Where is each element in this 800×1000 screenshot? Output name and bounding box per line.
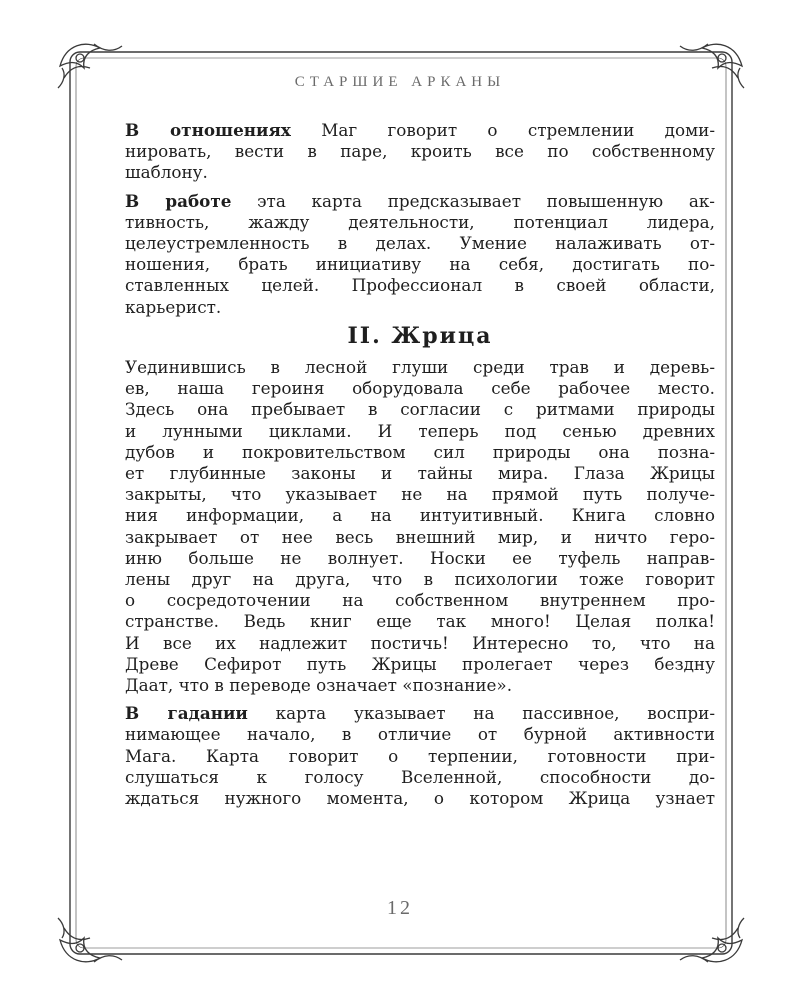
paragraph-priestess-description bbox=[125, 357, 715, 696]
text-line: ношения, брать инициативу на себя, достигать по- bbox=[125, 254, 715, 275]
paragraph-lead: В работе bbox=[125, 190, 232, 211]
section-heading: II. Жрица bbox=[347, 322, 493, 349]
text-line: закрыты, что указывает не на прямой путь получе- bbox=[125, 484, 715, 505]
text-line: Древе Сефирот путь Жрицы пролегает через бездну bbox=[125, 653, 715, 674]
text-line: ждаться нужного момента, о котором Жрица узнает bbox=[125, 788, 715, 809]
text-line: И все их надлежит постичь! Интересно то, что на bbox=[125, 632, 715, 653]
text-line: Уединившись в лесной глуши среди трав и деревь- bbox=[125, 357, 715, 378]
text-line: Даат, что в переводе означает «познание». bbox=[125, 675, 513, 696]
text-line: странстве. Ведь книг еще так много! Целая полка! bbox=[125, 611, 715, 632]
text-line: тивность, жажду деятельности, потенциал лидера, bbox=[125, 211, 715, 232]
page-number: 12 bbox=[387, 897, 413, 919]
text-line: Маг говорит о стремлении доми- bbox=[290, 120, 716, 140]
text-line: шаблону. bbox=[125, 162, 208, 183]
text-line: ев, наша героиня оборудовала себе рабочее место. bbox=[125, 378, 715, 399]
text-line: лены друг на друга, что в психологии тоже говорит bbox=[125, 569, 715, 590]
text-line: дубов и покровительством сил природы она позна- bbox=[125, 441, 715, 462]
text-line: карта указывает на пассивное, воспри- bbox=[247, 703, 715, 724]
text-line: Мага. Карта говорит о терпении, готовности при- bbox=[125, 745, 715, 766]
text-line: иню больше не волнует. Носки ее туфель направ- bbox=[125, 547, 715, 568]
paragraph-lead: В отношениях bbox=[125, 120, 291, 140]
text-line: Здесь она пребывает в согласии с ритмами природы bbox=[125, 399, 715, 420]
text-line: слушаться к голосу Вселенной, способности до- bbox=[125, 766, 715, 787]
running-head: СТАРШИЕ АРКАНЫ bbox=[294, 74, 506, 90]
paragraph-relationships bbox=[125, 120, 715, 184]
text-line: целеустремленность в делах. Умение налаживать от- bbox=[125, 233, 715, 254]
paragraph-lead: В гадании bbox=[125, 703, 248, 724]
text-line: нимающее начало, в отличие от бурной активности bbox=[125, 724, 715, 745]
text-line: ставленных целей. Профессионал в своей области, bbox=[125, 275, 715, 296]
text-line: и лунными циклами. И теперь под сенью древних bbox=[125, 420, 715, 441]
text-line: ет глубинные законы и тайны мира. Глаза Жрицы bbox=[125, 463, 715, 484]
page-body bbox=[125, 120, 715, 816]
text-line: о сосредоточении на собственном внутреннем про- bbox=[125, 590, 715, 611]
text-line: закрывает от нее весь внешний мир, и ничто геро- bbox=[125, 526, 715, 547]
text-line: эта карта предсказывает повышенную ак- bbox=[231, 190, 715, 211]
text-line: нировать, вести в паре, кроить все по собственному bbox=[125, 141, 715, 162]
paragraph-work bbox=[125, 191, 715, 318]
text-line: карьерист. bbox=[125, 296, 222, 317]
paragraph-divination bbox=[125, 703, 715, 809]
text-line: ния информации, а на интуитивный. Книга словно bbox=[125, 505, 715, 526]
